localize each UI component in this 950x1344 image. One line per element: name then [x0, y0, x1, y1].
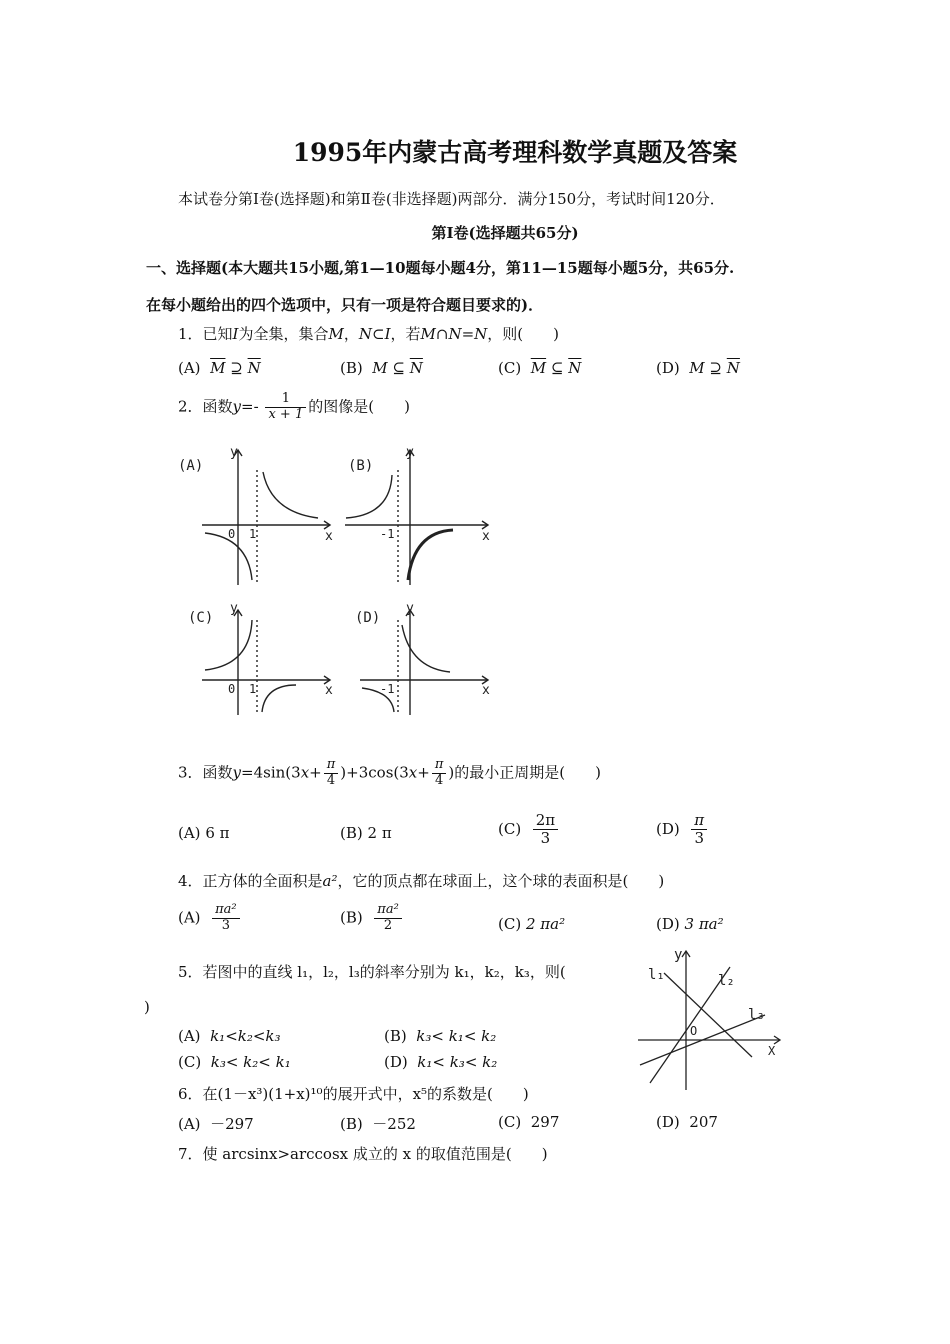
question-1-option-a: (A) $\overline{M}$ ⊇ $\overline{N}$: [178, 359, 261, 377]
graph-c-y-label: y: [230, 601, 238, 616]
question-3-option-b: (B) 2 π: [340, 824, 392, 842]
graph-c-label: (C): [188, 610, 214, 626]
question-2-graphs: [170, 440, 510, 730]
question-4-stem: 4．正方体的全面积是a²，它的顶点都在球面上，这个球的表面积是( ): [178, 872, 665, 890]
question-2-stem: 2．函数y=- $\frac{1}{x + 1}$ 的图像是( ): [178, 391, 410, 422]
graph-c-origin: 0: [228, 682, 236, 696]
question-1-option-b: (B) M ⊆ $\overline{N}$: [340, 359, 423, 377]
part1-title: 第Ⅰ卷(选择题共65分): [431, 224, 579, 242]
graph-a-x-label: x: [325, 529, 333, 544]
question-6-option-a: (A) －297: [178, 1115, 254, 1133]
question-1-stem: 1．已知I为全集，集合M，N⊂I，若M∩N=N，则( ): [178, 325, 559, 343]
question-4-option-a: (A) $\frac{\text{πa²}}{3}$: [178, 903, 242, 934]
graph-a-label: (A): [178, 458, 204, 474]
question-1-option-d: (D) M ⊇ $\overline{N}$: [656, 359, 740, 377]
q5-y-label: y: [674, 947, 683, 963]
question-5-figure: [630, 945, 790, 1090]
question-3-stem: 3．函数y=4sin(3x+ $\frac{\pi}{4}$ )+3cos(3x+ $\frac{\pi}{4}$ )的最小正周期是( ): [178, 757, 601, 788]
section1-header-line2: 在每小题给出的四个选项中，只有一项是符合题目要求的)．: [146, 296, 544, 314]
graph-c-tick: 1: [249, 682, 257, 696]
question-5-option-b: (B) k₃< k₁< k₂: [384, 1027, 497, 1045]
graph-d-label: (D): [355, 610, 381, 626]
question-4-option-c: (C) 2 πa²: [498, 915, 566, 933]
graph-c-curve-left: [205, 620, 252, 670]
question-3-option-a: (A) 6 π: [178, 824, 230, 842]
question-6-stem: 6．在(1－x³)(1+x)¹⁰的展开式中，x⁵的系数是( ): [178, 1085, 529, 1103]
graph-d-x-label: x: [482, 683, 490, 698]
graph-c-x-label: x: [325, 683, 333, 698]
question-5-stem-tail: ): [144, 998, 150, 1016]
q5-l2-label: l₂: [718, 973, 735, 989]
graph-b-label: (B): [348, 458, 374, 474]
question-1-option-c: (C) $\overline{M}$ ⊆ $\overline{N}$: [498, 359, 582, 377]
q5-origin: O: [690, 1024, 698, 1038]
graph-a-tick: 1: [249, 527, 257, 541]
question-5-option-a: (A) k₁<k₂<k₃: [178, 1027, 281, 1045]
graph-d-tick: -1: [380, 682, 395, 696]
graph-a-curve-right: [263, 472, 318, 518]
q5-l1-label: l₁: [648, 967, 665, 983]
graph-c-curve-right: [262, 685, 296, 712]
question-5-option-c: (C) k₃< k₂< k₁: [178, 1053, 291, 1071]
question-2-fraction: $\frac{1}{x + 1}$: [265, 392, 306, 423]
question-6-option-d: (D) 207: [656, 1113, 718, 1131]
graph-a-origin: 0: [228, 527, 236, 541]
question-3-option-d: (D) $\frac{\pi}{3}$: [656, 812, 709, 848]
section1-header-line1: 一、选择题(本大题共15小题,第1—10题每小题4分，第11—15题每小题5分，共65分.: [146, 259, 735, 277]
question-4-option-b: (B) $\frac{\text{πa²}}{2}$: [340, 903, 404, 934]
graph-b-x-label: x: [482, 529, 490, 544]
q5-x-label: X: [768, 1044, 776, 1058]
question-7-stem: 7．使 arcsinx>arccosx 成立的 x 的取值范围是( ): [178, 1145, 548, 1163]
graph-b-curve-right: [408, 530, 453, 580]
graph-b-curve-left: [346, 475, 392, 518]
question-6-option-c: (C) 297: [498, 1113, 560, 1131]
graph-d-curve-right: [402, 625, 450, 672]
page-title: 1995年内蒙古高考理科数学真题及答案: [292, 138, 738, 167]
question-6-option-b: (B) －252: [340, 1115, 416, 1133]
question-5-stem: 5．若图中的直线 l₁，l₂，l₃的斜率分别为 k₁，k₂，k₃，则(: [178, 963, 566, 981]
question-4-option-d: (D) 3 πa²: [656, 915, 724, 933]
graph-d-y-label: y: [406, 601, 414, 616]
graph-a-y-label: y: [230, 445, 238, 460]
q5-l3-label: l₃: [748, 1007, 765, 1023]
graph-b-tick: -1: [380, 527, 395, 541]
exam-intro: 本试卷分第Ⅰ卷(选择题)和第Ⅱ卷(非选择题)两部分．满分150分，考试时间120分．: [178, 190, 725, 208]
graph-b-y-label: y: [406, 445, 414, 460]
question-3-option-c: (C) $\frac{2\pi}{3}$: [498, 812, 560, 848]
question-5-option-d: (D) k₁< k₃< k₂: [384, 1053, 498, 1071]
